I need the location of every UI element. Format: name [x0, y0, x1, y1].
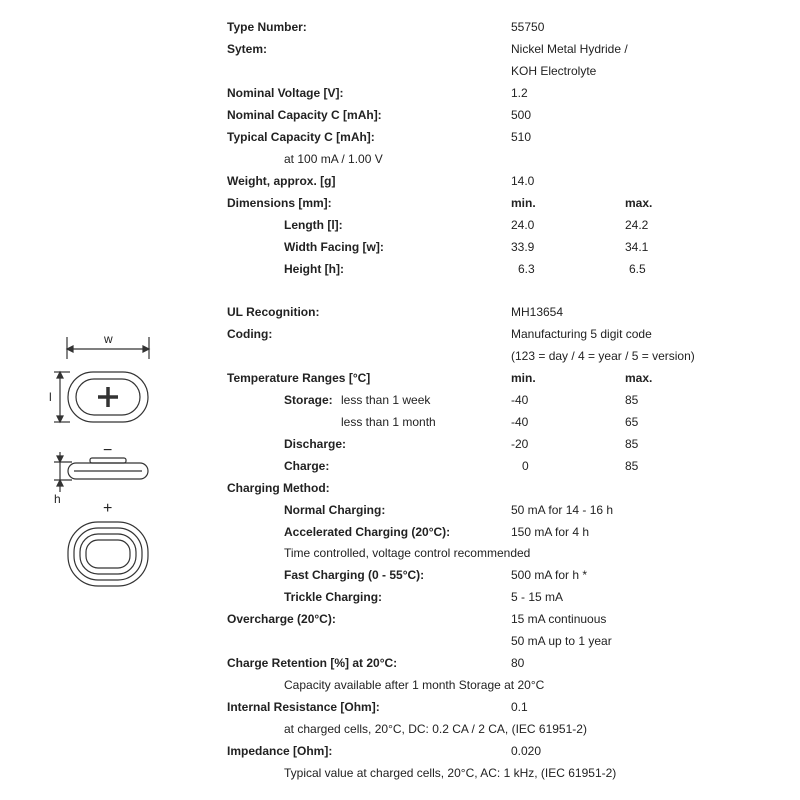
normal-charging-label: Normal Charging:: [284, 503, 386, 517]
charging-method-label: Charging Method:: [227, 481, 330, 495]
impedance-note: Typical value at charged cells, 20°C, AC: 1 kHz, (IEC 61951-2): [284, 766, 617, 780]
plus-sign: +: [103, 500, 113, 517]
height-label: Height [h]:: [284, 262, 344, 276]
accelerated-charging-value: 150 mA for 4 h: [511, 525, 590, 539]
normal-charging-value: 50 mA for 14 - 16 h: [511, 503, 614, 517]
l-label: l: [49, 390, 52, 404]
charge-retention-value: 80: [511, 656, 525, 670]
ul-recognition-value: MH13654: [511, 305, 564, 319]
storage-week-note: less than 1 week: [341, 393, 431, 407]
overcharge-label: Overcharge (20°C):: [227, 612, 336, 626]
internal-resistance-value: 0.1: [511, 700, 528, 714]
trickle-charging-label: Trickle Charging:: [284, 590, 383, 604]
overcharge-value-line2: 50 mA up to 1 year: [511, 634, 612, 648]
charge-retention-note: Capacity available after 1 month Storage at 20°C: [284, 678, 545, 692]
charge-temp-max: 85: [625, 459, 639, 473]
weight-label: Weight, approx. [g]: [227, 174, 336, 188]
battery-drawing: [40, 325, 170, 600]
impedance-label: Impedance [Ohm]:: [227, 744, 333, 758]
height-min: 6.3: [518, 262, 535, 276]
internal-resistance-note: at charged cells, 20°C, DC: 0.2 CA / 2 CA, (IEC 61951-2): [284, 722, 587, 736]
nominal-capacity-value: 500: [511, 108, 532, 122]
dimensions-max-header: max.: [625, 196, 653, 210]
dimensions-min-header: min.: [511, 196, 536, 210]
impedance-value: 0.020: [511, 744, 542, 758]
internal-resistance-label: Internal Resistance [Ohm]:: [227, 700, 380, 714]
overcharge-value-line1: 15 mA continuous: [511, 612, 607, 626]
coding-value-line2: (123 = day / 4 = year / 5 = version): [511, 349, 695, 363]
discharge-label: Discharge:: [284, 437, 347, 451]
system-value-line1: Nickel Metal Hydride /: [511, 42, 628, 56]
h-label: h: [54, 492, 61, 506]
height-max: 6.5: [629, 262, 646, 276]
storage-week-min: -40: [511, 393, 529, 407]
nominal-voltage-value: 1.2: [511, 86, 528, 100]
temperature-label: Temperature Ranges [°C]: [227, 371, 371, 385]
dimensions-label: Dimensions [mm]:: [227, 196, 332, 210]
ul-recognition-label: UL Recognition:: [227, 305, 320, 319]
weight-value: 14.0: [511, 174, 535, 188]
discharge-max: 85: [625, 437, 639, 451]
w-label: w: [104, 332, 113, 346]
bottom-view-ring-4: [86, 540, 130, 568]
typical-capacity-value: 510: [511, 130, 532, 144]
system-value-line2: KOH Electrolyte: [511, 64, 597, 78]
fast-charging-value: 500 mA for h *: [511, 568, 588, 582]
charge-temp-label: Charge:: [284, 459, 330, 473]
discharge-min: -20: [511, 437, 529, 451]
coding-value-line1: Manufacturing 5 digit code: [511, 327, 652, 341]
nominal-capacity-label: Nominal Capacity C [mAh]:: [227, 108, 382, 122]
temperature-max-header: max.: [625, 371, 653, 385]
storage-label: Storage:: [284, 393, 333, 407]
length-min: 24.0: [511, 218, 535, 232]
type-number-value: 55750: [511, 20, 545, 34]
storage-month-max: 65: [625, 415, 639, 429]
length-max: 24.2: [625, 218, 649, 232]
storage-week-max: 85: [625, 393, 639, 407]
typical-capacity-label: Typical Capacity C [mAh]:: [227, 130, 375, 144]
charge-retention-label: Charge Retention [%] at 20°C:: [227, 656, 398, 670]
storage-month-note: less than 1 month: [341, 415, 436, 429]
system-label: Sytem:: [227, 42, 268, 56]
width-label: Width Facing [w]:: [284, 240, 384, 254]
typical-capacity-note: at 100 mA / 1.00 V: [284, 152, 383, 166]
charge-temp-min: 0: [522, 459, 529, 473]
temperature-min-header: min.: [511, 371, 536, 385]
minus-sign: −: [103, 442, 113, 459]
accelerated-charging-note: Time controlled, voltage control recommended: [284, 546, 531, 560]
storage-month-min: -40: [511, 415, 529, 429]
bottom-view-ring-2: [74, 528, 142, 580]
type-number-label: Type Number:: [227, 20, 307, 34]
width-min: 33.9: [511, 240, 535, 254]
trickle-charging-value: 5 - 15 mA: [511, 590, 564, 604]
length-label: Length [l]:: [284, 218, 343, 232]
accelerated-charging-label: Accelerated Charging (20°C):: [284, 525, 451, 539]
width-max: 34.1: [625, 240, 649, 254]
coding-label: Coding:: [227, 327, 273, 341]
nominal-voltage-label: Nominal Voltage [V]:: [227, 86, 344, 100]
fast-charging-label: Fast Charging (0 - 55°C):: [284, 568, 425, 582]
